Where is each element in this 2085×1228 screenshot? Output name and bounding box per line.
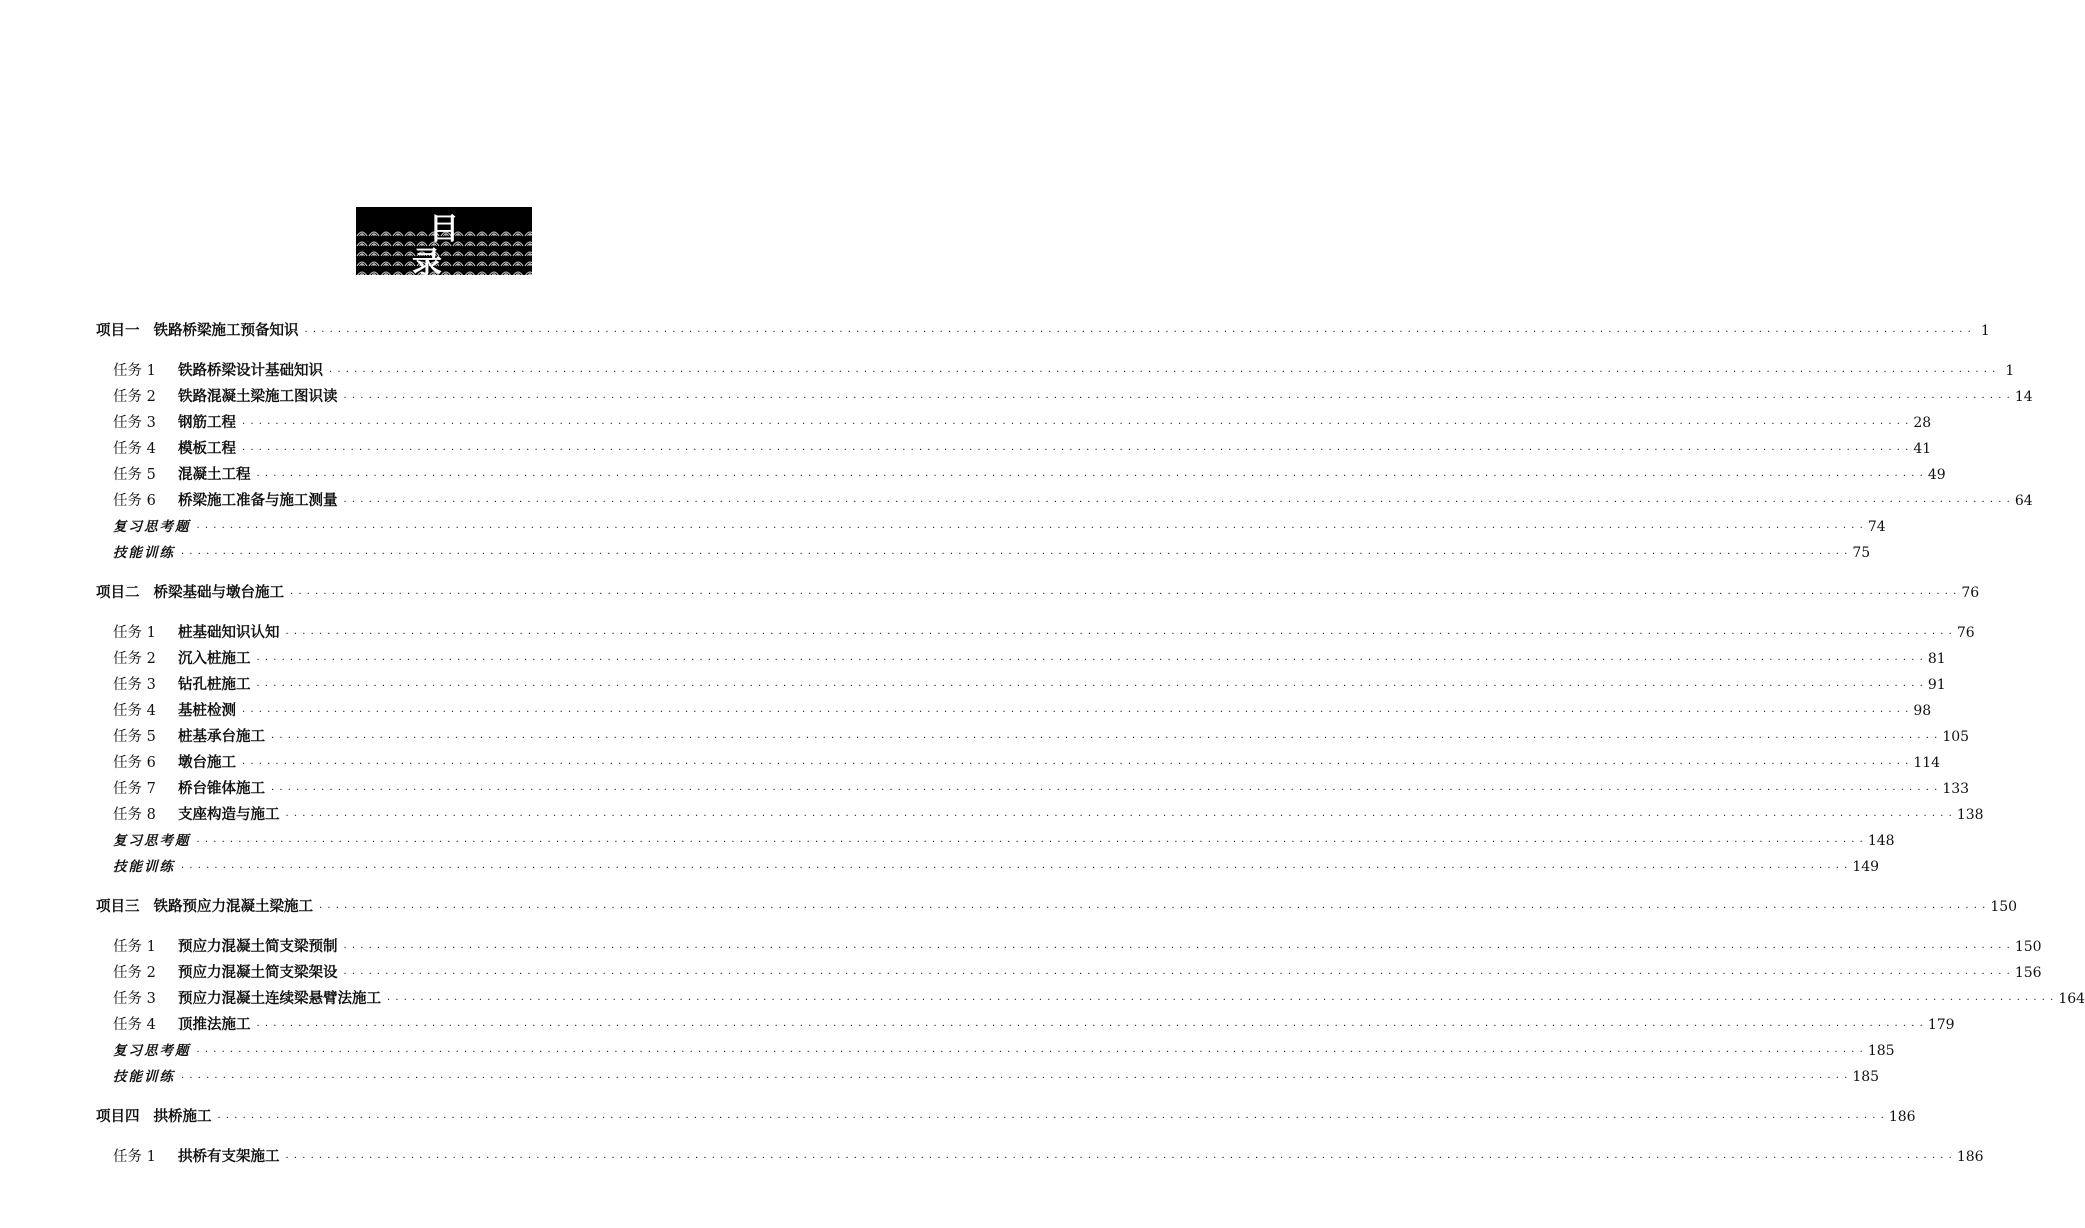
dot-leader: · · · · · · · · · · · · · · · · · · · · · · · · · · · · · · · · · · · · · · · · · · · · · · · · · · · · · · · · · · · · · · · · · · · · · · · · · · · · · · · · · · · · · · · · · · · · · · · · · · · · · · · · · · · · · · · · · · · · · · · · · · · · · · · · · · · · · · · · · · · · · · · · · · · · · · · · · · · · · · · · · · · · · · · · · · · · · · · · · · · · · · · · · · · · · · · · · · · · · · · ·: [256, 655, 1924, 666]
dot-leader: · · · · · · · · · · · · · · · · · · · · · · · · · · · · · · · · · · · · · · · · · · · · · · · · · · · · · · · · · · · · · · · · · · · · · · · · · · · · · · · · · · · · · · · · · · · · · · · · · · · · · · · · · · · · · · · · · · · · · · · · · · · · · · · · · · · · · · · · · · · · · · · · · · · · · · · · · · · · · · · · · · · · · · · · · · · · · · · · · · · · · · · · · · · · · · · · · · · · · · · ·: [242, 707, 1910, 718]
toc-entry-title: 技能训练: [113, 859, 175, 875]
toc-entry-title: 复习思考题: [113, 1043, 191, 1059]
toc-project-line[interactable]: [96, 897, 2018, 917]
toc-task-line[interactable]: [113, 361, 2015, 381]
page-title: 目 录: [412, 212, 493, 281]
toc-task-line[interactable]: [113, 989, 2085, 1009]
dot-leader: · · · · · · · · · · · · · · · · · · · · · · · · · · · · · · · · · · · · · · · · · · · · · · · · · · · · · · · · · · · · · · · · · · · · · · · · · · · · · · · · · · · · · · · · · · · · · · · · · · · · · · · · · · · · · · · · · · · · · · · · · · · · · · · · · · · · · · · · · · · · · · · · · · · · · · · · · · · · · · · · · · · · · · · · · · · · · · · · · · · · · · · · · · · · · · · · · · · · · · · ·: [387, 995, 2055, 1006]
dot-leader: · · · · · · · · · · · · · · · · · · · · · · · · · · · · · · · · · · · · · · · · · · · · · · · · · · · · · · · · · · · · · · · · · · · · · · · · · · · · · · · · · · · · · · · · · · · · · · · · · · · · · · · · · · · · · · · · · · · · · · · · · · · · · · · · · · · · · · · · · · · · · · · · · · · · · · · · · · · · · · · · · · · · · · · · · · · · · · · · · · · · · · · · · · · · · · · · · · · · · · · ·: [181, 1073, 1849, 1084]
dot-leader: · · · · · · · · · · · · · · · · · · · · · · · · · · · · · · · · · · · · · · · · · · · · · · · · · · · · · · · · · · · · · · · · · · · · · · · · · · · · · · · · · · · · · · · · · · · · · · · · · · · · · · · · · · · · · · · · · · · · · · · · · · · · · · · · · · · · · · · · · · · · · · · · · · · · · · · · · · · · · · · · · · · · · · · · · · · · · · · · · · · · · · · · · · · · · · · · · · · · · · · ·: [242, 419, 1910, 430]
toc-task-line[interactable]: [113, 1147, 1984, 1167]
toc-entry-title: 技能训练: [113, 1069, 175, 1085]
title-badge: [356, 207, 532, 281]
toc-page-number: 114: [1913, 755, 1941, 771]
toc-task-line[interactable]: [113, 805, 1984, 825]
toc-entry-number: 任务 5: [113, 729, 156, 745]
toc-task-line[interactable]: [113, 387, 2033, 407]
toc-entry-title: 铁路预应力混凝土梁施工: [153, 898, 313, 915]
dot-leader: · · · · · · · · · · · · · · · · · · · · · · · · · · · · · · · · · · · · · · · · · · · · · · · · · · · · · · · · · · · · · · · · · · · · · · · · · · · · · · · · · · · · · · · · · · · · · · · · · · · · · · · · · · · · · · · · · · · · · · · · · · · · · · · · · · · · · · · · · · · · · · · · · · · · · · · · · · · · · · · · · · · · · · · · · · · · · · · · · · · · · · · · · · · · · · · · · · · · · · · ·: [285, 629, 1953, 640]
toc-entry-number: 任务 1: [113, 1149, 156, 1165]
toc-entry-title: 基桩检测: [178, 702, 236, 719]
toc-page-number: 156: [2014, 965, 2042, 981]
toc-entry-number: 任务 7: [113, 781, 156, 797]
toc-page-number: 186: [1888, 1109, 1916, 1125]
toc-task-line[interactable]: [113, 623, 1975, 643]
toc-task-line[interactable]: [113, 963, 2042, 983]
toc-entry-number: 任务 3: [113, 677, 156, 693]
toc-entry-title: 铁路桥梁设计基础知识: [178, 362, 323, 379]
toc-page-number: 149: [1852, 859, 1880, 875]
dot-leader: · · · · · · · · · · · · · · · · · · · · · · · · · · · · · · · · · · · · · · · · · · · · · · · · · · · · · · · · · · · · · · · · · · · · · · · · · · · · · · · · · · · · · · · · · · · · · · · · · · · · · · · · · · · · · · · · · · · · · · · · · · · · · · · · · · · · · · · · · · · · · · · · · · · · · · · · · · · · · · · · · · · · · · · · · · · · · · · · · · · · · · · · · · · · · · · · · · · · · · · ·: [196, 837, 1864, 848]
dot-leader: · · · · · · · · · · · · · · · · · · · · · · · · · · · · · · · · · · · · · · · · · · · · · · · · · · · · · · · · · · · · · · · · · · · · · · · · · · · · · · · · · · · · · · · · · · · · · · · · · · · · · · · · · · · · · · · · · · · · · · · · · · · · · · · · · · · · · · · · · · · · · · · · · · · · · · · · · · · · · · · · · · · · · · · · · · · · · · · · · · · · · · · · · · · · · · · · · · · · · · · ·: [271, 785, 1939, 796]
toc-entry-title: 桥台锥体施工: [178, 780, 265, 797]
toc-task-line[interactable]: [113, 1015, 1955, 1035]
toc-entry-number: 任务 1: [113, 363, 156, 379]
toc-entry-number: 任务 8: [113, 807, 156, 823]
toc-entry-number: 任务 2: [113, 651, 156, 667]
toc-page-number: 186: [1956, 1149, 1984, 1165]
dot-leader: · · · · · · · · · · · · · · · · · · · · · · · · · · · · · · · · · · · · · · · · · · · · · · · · · · · · · · · · · · · · · · · · · · · · · · · · · · · · · · · · · · · · · · · · · · · · · · · · · · · · · · · · · · · · · · · · · · · · · · · · · · · · · · · · · · · · · · · · · · · · · · · · · · · · · · · · · · · · · · · · · · · · · · · · · · · · · · · · · · · · · · · · · · · · · · · · · · · · · · · ·: [290, 589, 1958, 600]
dot-leader: · · · · · · · · · · · · · · · · · · · · · · · · · · · · · · · · · · · · · · · · · · · · · · · · · · · · · · · · · · · · · · · · · · · · · · · · · · · · · · · · · · · · · · · · · · · · · · · · · · · · · · · · · · · · · · · · · · · · · · · · · · · · · · · · · · · · · · · · · · · · · · · · · · · · · · · · · · · · · · · · · · · · · · · · · · · · · · · · · · · · · · · · · · · · · · · · · · · · · · · ·: [343, 969, 2011, 980]
toc-review-line[interactable]: [113, 517, 1886, 537]
toc-entry-number: 项目三: [96, 898, 140, 915]
toc-entry-title: 技能训练: [113, 545, 175, 561]
dot-leader: · · · · · · · · · · · · · · · · · · · · · · · · · · · · · · · · · · · · · · · · · · · · · · · · · · · · · · · · · · · · · · · · · · · · · · · · · · · · · · · · · · · · · · · · · · · · · · · · · · · · · · · · · · · · · · · · · · · · · · · · · · · · · · · · · · · · · · · · · · · · · · · · · · · · · · · · · · · · · · · · · · · · · · · · · · · · · · · · · · · · · · · · · · · · · · · · · · · · · · · ·: [343, 943, 2011, 954]
toc-entry-number: 项目一: [96, 322, 140, 339]
dot-leader: · · · · · · · · · · · · · · · · · · · · · · · · · · · · · · · · · · · · · · · · · · · · · · · · · · · · · · · · · · · · · · · · · · · · · · · · · · · · · · · · · · · · · · · · · · · · · · · · · · · · · · · · · · · · · · · · · · · · · · · · · · · · · · · · · · · · · · · · · · · · · · · · · · · · · · · · · · · · · · · · · · · · · · · · · · · · · · · · · · · · · · · · · · · · · · · · · · · · · · · ·: [242, 759, 1910, 770]
dot-leader: · · · · · · · · · · · · · · · · · · · · · · · · · · · · · · · · · · · · · · · · · · · · · · · · · · · · · · · · · · · · · · · · · · · · · · · · · · · · · · · · · · · · · · · · · · · · · · · · · · · · · · · · · · · · · · · · · · · · · · · · · · · · · · · · · · · · · · · · · · · · · · · · · · · · · · · · · · · · · · · · · · · · · · · · · · · · · · · · · · · · · · · · · · · · · · · · · · · · · · · ·: [256, 471, 1924, 482]
toc-entry-number: 项目二: [96, 584, 140, 601]
dot-leader: · · · · · · · · · · · · · · · · · · · · · · · · · · · · · · · · · · · · · · · · · · · · · · · · · · · · · · · · · · · · · · · · · · · · · · · · · · · · · · · · · · · · · · · · · · · · · · · · · · · · · · · · · · · · · · · · · · · · · · · · · · · · · · · · · · · · · · · · · · · · · · · · · · · · · · · · · · · · · · · · · · · · · · · · · · · · · · · · · · · · · · · · · · · · · · · · · · · · · · · ·: [319, 903, 1987, 914]
toc-page-number: 105: [1942, 729, 1970, 745]
toc-entry-title: 桥梁施工准备与施工测量: [178, 492, 338, 509]
toc-entry-title: 预应力混凝土简支梁预制: [178, 938, 338, 955]
dot-leader: · · · · · · · · · · · · · · · · · · · · · · · · · · · · · · · · · · · · · · · · · · · · · · · · · · · · · · · · · · · · · · · · · · · · · · · · · · · · · · · · · · · · · · · · · · · · · · · · · · · · · · · · · · · · · · · · · · · · · · · · · · · · · · · · · · · · · · · · · · · · · · · · · · · · · · · · · · · · · · · · · · · · · · · · · · · · · · · · · · · · · · · · · · · · · · · · · · · · · · · ·: [181, 863, 1849, 874]
toc-entry-number: 任务 3: [113, 991, 156, 1007]
dot-leader: · · · · · · · · · · · · · · · · · · · · · · · · · · · · · · · · · · · · · · · · · · · · · · · · · · · · · · · · · · · · · · · · · · · · · · · · · · · · · · · · · · · · · · · · · · · · · · · · · · · · · · · · · · · · · · · · · · · · · · · · · · · · · · · · · · · · · · · · · · · · · · · · · · · · · · · · · · · · · · · · · · · · · · · · · · · · · · · · · · · · · · · · · · · · · · · · · · · · · · · ·: [196, 1047, 1864, 1058]
toc-page-number: 81: [1927, 651, 1946, 667]
toc-task-line[interactable]: [113, 701, 1932, 721]
toc-review-line[interactable]: [113, 1067, 1880, 1087]
dot-leader: · · · · · · · · · · · · · · · · · · · · · · · · · · · · · · · · · · · · · · · · · · · · · · · · · · · · · · · · · · · · · · · · · · · · · · · · · · · · · · · · · · · · · · · · · · · · · · · · · · · · · · · · · · · · · · · · · · · · · · · · · · · · · · · · · · · · · · · · · · · · · · · · · · · · · · · · · · · · · · · · · · · · · · · · · · · · · · · · · · · · · · · · · · · · · · · · · · · · · · · ·: [181, 549, 1849, 560]
toc-task-line[interactable]: [113, 675, 1946, 695]
dot-leader: · · · · · · · · · · · · · · · · · · · · · · · · · · · · · · · · · · · · · · · · · · · · · · · · · · · · · · · · · · · · · · · · · · · · · · · · · · · · · · · · · · · · · · · · · · · · · · · · · · · · · · · · · · · · · · · · · · · · · · · · · · · · · · · · · · · · · · · · · · · · · · · · · · · · · · · · · · · · · · · · · · · · · · · · · · · · · · · · · · · · · · · · · · · · · · · · · · · · · · · ·: [343, 393, 2011, 404]
toc-entry-number: 任务 5: [113, 467, 156, 483]
toc-project-line[interactable]: [96, 1107, 1916, 1127]
toc-entry-title: 桥梁基础与墩台施工: [153, 584, 284, 601]
dot-leader: · · · · · · · · · · · · · · · · · · · · · · · · · · · · · · · · · · · · · · · · · · · · · · · · · · · · · · · · · · · · · · · · · · · · · · · · · · · · · · · · · · · · · · · · · · · · · · · · · · · · · · · · · · · · · · · · · · · · · · · · · · · · · · · · · · · · · · · · · · · · · · · · · · · · · · · · · · · · · · · · · · · · · · · · · · · · · · · · · · · · · · · · · · · · · · · · · · · · · · · ·: [285, 1153, 1953, 1164]
toc-entry-number: 任务 2: [113, 389, 156, 405]
toc-entry-title: 钢筋工程: [178, 414, 236, 431]
toc-task-line[interactable]: [113, 491, 2033, 511]
toc-entry-title: 复习思考题: [113, 519, 191, 535]
dot-leader: · · · · · · · · · · · · · · · · · · · · · · · · · · · · · · · · · · · · · · · · · · · · · · · · · · · · · · · · · · · · · · · · · · · · · · · · · · · · · · · · · · · · · · · · · · · · · · · · · · · · · · · · · · · · · · · · · · · · · · · · · · · · · · · · · · · · · · · · · · · · · · · · · · · · · · · · · · · · · · · · · · · · · · · · · · · · · · · · · · · · · · · · · · · · · · · · · · · · · · · ·: [285, 811, 1953, 822]
toc-page-number: 64: [2014, 493, 2033, 509]
toc-entry-title: 复习思考题: [113, 833, 191, 849]
toc-project-line[interactable]: [96, 583, 1980, 603]
toc-entry-number: 任务 4: [113, 1017, 156, 1033]
toc-task-line[interactable]: [113, 439, 1932, 459]
toc-page-number: 75: [1852, 545, 1871, 561]
toc-task-line[interactable]: [113, 779, 1970, 799]
toc-entry-title: 拱桥施工: [153, 1108, 212, 1125]
toc-task-line[interactable]: [113, 937, 2042, 957]
toc-page-number: 91: [1927, 677, 1946, 693]
toc-page-number: 1: [1980, 323, 1990, 339]
toc-task-line[interactable]: [113, 413, 1932, 433]
toc-review-line[interactable]: [113, 543, 1871, 563]
toc-entry-title: 模板工程: [178, 440, 236, 457]
toc-page-number: 148: [1867, 833, 1895, 849]
toc-page-number: 98: [1913, 703, 1932, 719]
toc-page-number: 1: [2005, 363, 2015, 379]
dot-leader: · · · · · · · · · · · · · · · · · · · · · · · · · · · · · · · · · · · · · · · · · · · · · · · · · · · · · · · · · · · · · · · · · · · · · · · · · · · · · · · · · · · · · · · · · · · · · · · · · · · · · · · · · · · · · · · · · · · · · · · · · · · · · · · · · · · · · · · · · · · · · · · · · · · · · · · · · · · · · · · · · · · · · · · · · · · · · · · · · · · · · · · · · · · · · · · · · · · · · · · ·: [271, 733, 1939, 744]
dot-leader: · · · · · · · · · · · · · · · · · · · · · · · · · · · · · · · · · · · · · · · · · · · · · · · · · · · · · · · · · · · · · · · · · · · · · · · · · · · · · · · · · · · · · · · · · · · · · · · · · · · · · · · · · · · · · · · · · · · · · · · · · · · · · · · · · · · · · · · · · · · · · · · · · · · · · · · · · · · · · · · · · · · · · · · · · · · · · · · · · · · · · · · · · · · · · · · · · · · · · · · ·: [242, 445, 1910, 456]
toc-review-line[interactable]: [113, 1041, 1895, 1061]
toc-entry-title: 预应力混凝土连续梁悬臂法施工: [178, 990, 381, 1007]
toc-page-number: 76: [1956, 625, 1975, 641]
toc-entry-title: 支座构造与施工: [178, 806, 280, 823]
toc-entry-title: 钻孔桩施工: [178, 676, 251, 693]
dot-leader: · · · · · · · · · · · · · · · · · · · · · · · · · · · · · · · · · · · · · · · · · · · · · · · · · · · · · · · · · · · · · · · · · · · · · · · · · · · · · · · · · · · · · · · · · · · · · · · · · · · · · · · · · · · · · · · · · · · · · · · · · · · · · · · · · · · · · · · · · · · · · · · · · · · · · · · · · · · · · · · · · · · · · · · · · · · · · · · · · · · · · · · · · · · · · · · · · · · · · · · ·: [343, 497, 2011, 508]
toc-entry-title: 桩基承台施工: [178, 728, 265, 745]
toc-project-line[interactable]: [96, 321, 1990, 341]
toc-entry-number: 任务 4: [113, 441, 156, 457]
toc-entry-number: 任务 1: [113, 939, 156, 955]
toc-page-number: 164: [2058, 991, 2085, 1007]
toc-entry-title: 沉入桩施工: [178, 650, 251, 667]
toc-entry-title: 墩台施工: [178, 754, 236, 771]
toc-entry-title: 铁路桥梁施工预备知识: [153, 322, 299, 339]
toc-entry-title: 预应力混凝土简支梁架设: [178, 964, 338, 981]
toc-entry-number: 任务 4: [113, 703, 156, 719]
toc-entry-title: 桩基础知识认知: [178, 624, 280, 641]
toc-page-number: 133: [1942, 781, 1970, 797]
toc-entry-number: 任务 6: [113, 493, 156, 509]
toc-page-number: 185: [1867, 1043, 1895, 1059]
toc-page-number: 28: [1913, 415, 1932, 431]
toc-entry-number: 项目四: [96, 1108, 140, 1125]
dot-leader: · · · · · · · · · · · · · · · · · · · · · · · · · · · · · · · · · · · · · · · · · · · · · · · · · · · · · · · · · · · · · · · · · · · · · · · · · · · · · · · · · · · · · · · · · · · · · · · · · · · · · · · · · · · · · · · · · · · · · · · · · · · · · · · · · · · · · · · · · · · · · · · · · · · · · · · · · · · · · · · · · · · · · · · · · · · · · · · · · · · · · · · · · · · · · · · · · · · · · · · ·: [256, 1021, 1924, 1032]
toc-page-number: 150: [1990, 899, 2018, 915]
toc-task-line[interactable]: [113, 465, 1946, 485]
toc-task-line[interactable]: [113, 727, 1970, 747]
toc-page-number: 179: [1927, 1017, 1955, 1033]
toc-entry-title: 拱桥有支架施工: [178, 1148, 280, 1165]
toc-page-number: 49: [1927, 467, 1946, 483]
toc-page-number: 150: [2014, 939, 2042, 955]
toc-entry-number: 任务 1: [113, 625, 156, 641]
toc-page-number: 41: [1913, 441, 1932, 457]
toc-entry-title: 顶推法施工: [178, 1016, 251, 1033]
toc-page-number: 74: [1867, 519, 1886, 535]
toc-page-number: 138: [1956, 807, 1984, 823]
toc-entry-number: 任务 6: [113, 755, 156, 771]
toc-page-number: 185: [1852, 1069, 1880, 1085]
dot-leader: · · · · · · · · · · · · · · · · · · · · · · · · · · · · · · · · · · · · · · · · · · · · · · · · · · · · · · · · · · · · · · · · · · · · · · · · · · · · · · · · · · · · · · · · · · · · · · · · · · · · · · · · · · · · · · · · · · · · · · · · · · · · · · · · · · · · · · · · · · · · · · · · · · · · · · · · · · · · · · · · · · · · · · · · · · · · · · · · · · · · · · · · · · · · · · · · · · · · · · · ·: [256, 681, 1924, 692]
toc-entry-title: 铁路混凝土梁施工图识读: [178, 388, 338, 405]
toc-task-line[interactable]: [113, 753, 1941, 773]
toc-task-line[interactable]: [113, 649, 1946, 669]
dot-leader: · · · · · · · · · · · · · · · · · · · · · · · · · · · · · · · · · · · · · · · · · · · · · · · · · · · · · · · · · · · · · · · · · · · · · · · · · · · · · · · · · · · · · · · · · · · · · · · · · · · · · · · · · · · · · · · · · · · · · · · · · · · · · · · · · · · · · · · · · · · · · · · · · · · · · · · · · · · · · · · · · · · · · · · · · · · · · · · · · · · · · · · · · · · · · · · · · · · · · · · ·: [304, 327, 1972, 338]
toc-entry-title: 混凝土工程: [178, 466, 251, 483]
toc-page-number: 14: [2014, 389, 2033, 405]
toc-page-number: 76: [1961, 585, 1980, 601]
dot-leader: · · · · · · · · · · · · · · · · · · · · · · · · · · · · · · · · · · · · · · · · · · · · · · · · · · · · · · · · · · · · · · · · · · · · · · · · · · · · · · · · · · · · · · · · · · · · · · · · · · · · · · · · · · · · · · · · · · · · · · · · · · · · · · · · · · · · · · · · · · · · · · · · · · · · · · · · · · · · · · · · · · · · · · · · · · · · · · · · · · · · · · · · · · · · · · · · · · · · · · · ·: [217, 1113, 1885, 1124]
dot-leader: · · · · · · · · · · · · · · · · · · · · · · · · · · · · · · · · · · · · · · · · · · · · · · · · · · · · · · · · · · · · · · · · · · · · · · · · · · · · · · · · · · · · · · · · · · · · · · · · · · · · · · · · · · · · · · · · · · · · · · · · · · · · · · · · · · · · · · · · · · · · · · · · · · · · · · · · · · · · · · · · · · · · · · · · · · · · · · · · · · · · · · · · · · · · · · · · · · · · · · · ·: [329, 367, 1997, 378]
toc-entry-number: 任务 3: [113, 415, 156, 431]
toc-review-line[interactable]: [113, 831, 1895, 851]
toc-review-line[interactable]: [113, 857, 1880, 877]
dot-leader: · · · · · · · · · · · · · · · · · · · · · · · · · · · · · · · · · · · · · · · · · · · · · · · · · · · · · · · · · · · · · · · · · · · · · · · · · · · · · · · · · · · · · · · · · · · · · · · · · · · · · · · · · · · · · · · · · · · · · · · · · · · · · · · · · · · · · · · · · · · · · · · · · · · · · · · · · · · · · · · · · · · · · · · · · · · · · · · · · · · · · · · · · · · · · · · · · · · · · · · ·: [196, 523, 1864, 534]
toc-entry-number: 任务 2: [113, 965, 156, 981]
